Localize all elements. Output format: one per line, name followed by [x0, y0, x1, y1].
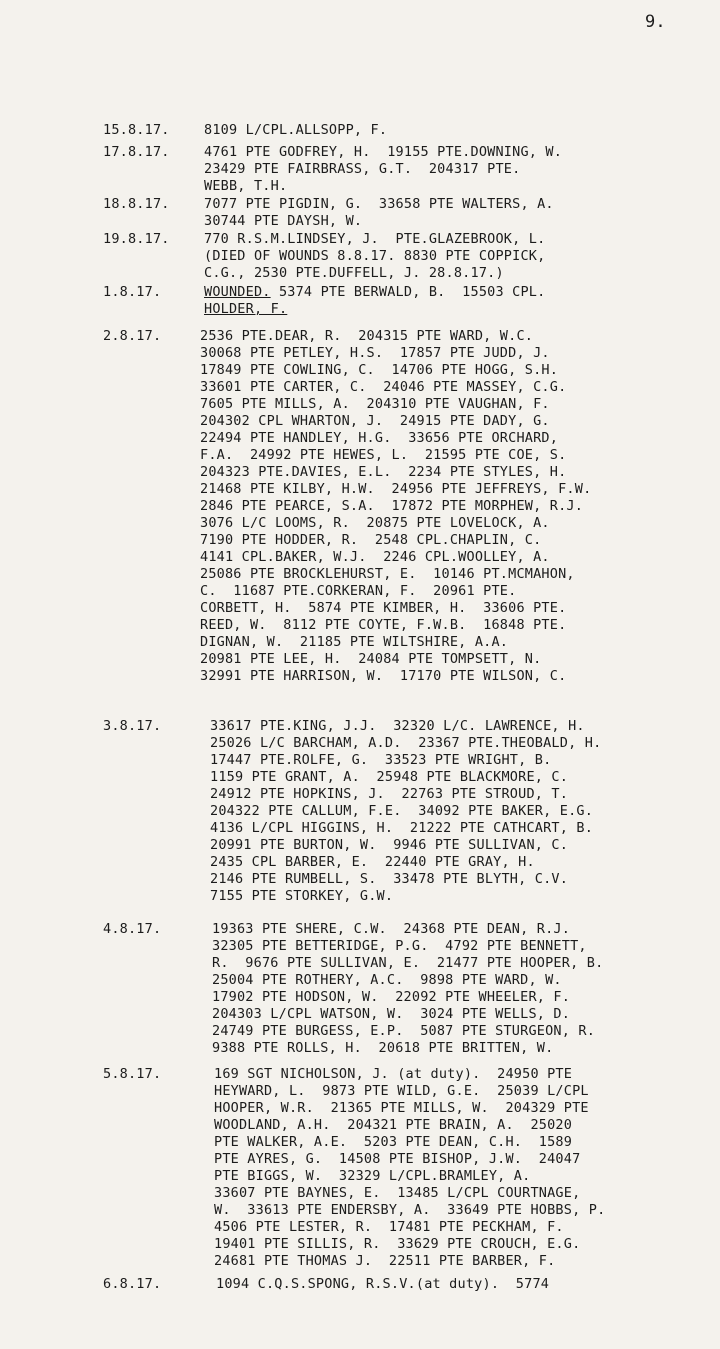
entry-line: R. 9676 PTE SULLIVAN, E. 21477 PTE HOOPER, B. — [212, 955, 604, 971]
entry-line: 770 R.S.M.LINDSEY, J. PTE.GLAZEBROOK, L. — [204, 231, 546, 247]
entry-line: 25004 PTE ROTHERY, A.C. 9898 PTE WARD, W. — [212, 972, 562, 988]
entry-line: 2146 PTE RUMBELL, S. 33478 PTE BLYTH, C.V. — [210, 871, 569, 887]
entry-line: W. 33613 PTE ENDERSBY, A. 33649 PTE HOBBS, P. — [214, 1202, 606, 1218]
entry-line: 19363 PTE SHERE, C.W. 24368 PTE DEAN, R.J. — [212, 921, 571, 937]
entry-line: 24681 PTE THOMAS J. 22511 PTE BARBER, F. — [214, 1253, 556, 1269]
entry-line: WOODLAND, A.H. 204321 PTE BRAIN, A. 25020 — [214, 1117, 573, 1133]
entry-date: 17.8.17. — [103, 144, 170, 160]
entry-line: 30068 PTE PETLEY, H.S. 17857 PTE JUDD, J. — [200, 345, 550, 361]
entry-date: 5.8.17. — [103, 1066, 162, 1082]
entry-line: 7077 PTE PIGDIN, G. 33658 PTE WALTERS, A. — [204, 196, 554, 212]
entry-line: WOUNDED. 5374 PTE BERWALD, B. 15503 CPL. — [204, 284, 546, 300]
entry-date: 1.8.17. — [103, 284, 162, 300]
entry-line: 204323 PTE.DAVIES, E.L. 2234 PTE STYLES, H. — [200, 464, 567, 480]
entry-date: 15.8.17. — [103, 122, 170, 138]
entry-date: 3.8.17. — [103, 718, 162, 734]
entry-line: 7605 PTE MILLS, A. 204310 PTE VAUGHAN, F. — [200, 396, 550, 412]
entry-line: 204303 L/CPL WATSON, W. 3024 PTE WELLS, D. — [212, 1006, 571, 1022]
entry-line: 32305 PTE BETTERIDGE, P.G. 4792 PTE BENNETT, — [212, 938, 587, 954]
entry-line: 2846 PTE PEARCE, S.A. 17872 PTE MORPHEW, R.J. — [200, 498, 584, 514]
entry-line: 20991 PTE BURTON, W. 9946 PTE SULLIVAN, C. — [210, 837, 569, 853]
entry-line: HEYWARD, L. 9873 PTE WILD, G.E. 25039 L/CPL — [214, 1083, 589, 1099]
entry-date: 6.8.17. — [103, 1276, 162, 1292]
entry-line: 3076 L/C LOOMS, R. 20875 PTE LOVELOCK, A. — [200, 515, 550, 531]
entry-line: 25026 L/C BARCHAM, A.D. 23367 PTE.THEOBALD, H. — [210, 735, 602, 751]
entry-line: 7190 PTE HODDER, R. 2548 CPL.CHAPLIN, C. — [200, 532, 542, 548]
entry-text — [204, 122, 387, 139]
entry-line: 25086 PTE BROCKLEHURST, E. 10146 PT.MCMAHON, — [200, 566, 575, 582]
entry-text — [200, 328, 591, 685]
entry-text — [216, 1276, 549, 1293]
entry-line: 33617 PTE.KING, J.J. 32320 L/C. LAWRENCE, H. — [210, 718, 585, 734]
entry-line: C. 11687 PTE.CORKERAN, F. 20961 PTE. — [200, 583, 517, 599]
entry-line: 4761 PTE GODFREY, H. 19155 PTE.DOWNING, W. — [204, 144, 563, 160]
entry-date: 2.8.17. — [103, 328, 162, 344]
entry-line: HOLDER, F. — [204, 301, 288, 317]
entry-date: 18.8.17. — [103, 196, 170, 212]
entry-line: 21468 PTE KILBY, H.W. 24956 PTE JEFFREYS, F.W. — [200, 481, 592, 497]
entry-line: 4136 L/CPL HIGGINS, H. 21222 PTE CATHCART, B. — [210, 820, 594, 836]
entry-line: 22494 PTE HANDLEY, H.G. 33656 PTE ORCHARD, — [200, 430, 559, 446]
entry-line: C.G., 2530 PTE.DUFFELL, J. 28.8.17.) — [204, 265, 504, 281]
entry-line: PTE WALKER, A.E. 5203 PTE DEAN, C.H. 1589 — [214, 1134, 573, 1150]
entry-line: 30744 PTE DAYSH, W. — [204, 213, 363, 229]
entry-line: 19401 PTE SILLIS, R. 33629 PTE CROUCH, E.G. — [214, 1236, 581, 1252]
entry-line: 17447 PTE.ROLFE, G. 33523 PTE WRIGHT, B. — [210, 752, 552, 768]
entry-line: 204322 PTE CALLUM, F.E. 34092 PTE BAKER, E.G. — [210, 803, 594, 819]
entry-text — [210, 718, 601, 905]
entry-line: 169 SGT NICHOLSON, J. (at duty). 24950 PTE — [214, 1066, 573, 1082]
entry-line: 24749 PTE BURGESS, E.P. 5087 PTE STURGEON, R. — [212, 1023, 596, 1039]
entry-line: 4506 PTE LESTER, R. 17481 PTE PECKHAM, F. — [214, 1219, 564, 1235]
entry-line: 17849 PTE COWLING, C. 14706 PTE HOGG, S.H. — [200, 362, 559, 378]
entry-line: 4141 CPL.BAKER, W.J. 2246 CPL.WOOLLEY, A. — [200, 549, 550, 565]
page-number: 9. — [645, 12, 666, 32]
entry-line: 8109 L/CPL.ALLSOPP, F. — [204, 122, 388, 138]
entry-line: (DIED OF WOUNDS 8.8.17. 8830 PTE COPPICK, — [204, 248, 546, 264]
entry-line: 33607 PTE BAYNES, E. 13485 L/CPL COURTNAGE, — [214, 1185, 581, 1201]
entry-text — [214, 1066, 605, 1270]
entry-line: 33601 PTE CARTER, C. 24046 PTE MASSEY, C.G. — [200, 379, 567, 395]
entry-line: F.A. 24992 PTE HEWES, L. 21595 PTE COE, S. — [200, 447, 567, 463]
entry-date: 19.8.17. — [103, 231, 170, 247]
entry-date: 4.8.17. — [103, 921, 162, 937]
entry-line: 32991 PTE HARRISON, W. 17170 PTE WILSON, C. — [200, 668, 567, 684]
entry-line: REED, W. 8112 PTE COYTE, F.W.B. 16848 PTE. — [200, 617, 567, 633]
entry-text — [204, 144, 562, 195]
entry-text — [212, 921, 603, 1057]
entry-text — [204, 196, 554, 230]
entry-line: 204302 CPL WHARTON, J. 24915 PTE DADY, G. — [200, 413, 550, 429]
entry-text — [204, 231, 545, 282]
entry-line: CORBETT, H. 5874 PTE KIMBER, H. 33606 PTE. — [200, 600, 567, 616]
entry-line: WEBB, T.H. — [204, 178, 288, 194]
entry-line: HOOPER, W.R. 21365 PTE MILLS, W. 204329 PTE — [214, 1100, 589, 1116]
entry-line: 1094 C.Q.S.SPONG, R.S.V.(at duty). 5774 — [216, 1276, 550, 1292]
entry-line: 17902 PTE HODSON, W. 22092 PTE WHEELER, F. — [212, 989, 571, 1005]
entry-line: PTE AYRES, G. 14508 PTE BISHOP, J.W. 24047 — [214, 1151, 581, 1167]
entry-line: 2435 CPL BARBER, E. 22440 PTE GRAY, H. — [210, 854, 535, 870]
entry-line: 20981 PTE LEE, H. 24084 PTE TOMPSETT, N. — [200, 651, 542, 667]
entry-line: 24912 PTE HOPKINS, J. 22763 PTE STROUD, T. — [210, 786, 569, 802]
entry-line: 23429 PTE FAIRBRASS, G.T. 204317 PTE. — [204, 161, 521, 177]
entry-line: DIGNAN, W. 21185 PTE WILTSHIRE, A.A. — [200, 634, 509, 650]
entry-line: 7155 PTE STORKEY, G.W. — [210, 888, 394, 904]
entry-text — [204, 284, 545, 318]
entry-line: 9388 PTE ROLLS, H. 20618 PTE BRITTEN, W. — [212, 1040, 554, 1056]
entry-line: PTE BIGGS, W. 32329 L/CPL.BRAMLEY, A. — [214, 1168, 531, 1184]
entry-line: 2536 PTE.DEAR, R. 204315 PTE WARD, W.C. — [200, 328, 534, 344]
entry-line: 1159 PTE GRANT, A. 25948 PTE BLACKMORE, C. — [210, 769, 569, 785]
